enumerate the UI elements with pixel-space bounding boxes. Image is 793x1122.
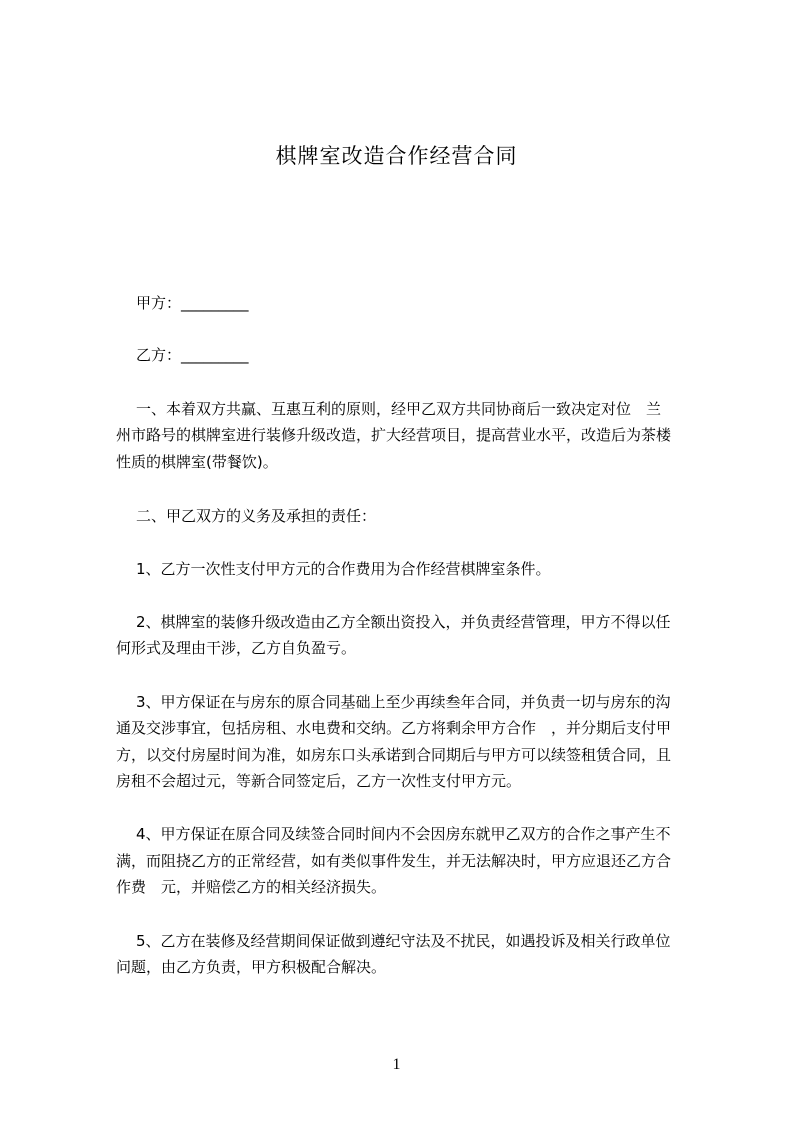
paragraph-line: 1、乙方一次性支付甲方元的合作费用为合作经营棋牌室条件。 <box>136 560 551 578</box>
paragraph-line: 通及交涉事宜，包括房租、水电费和交纳。乙方将剩余甲方合作 ，并分期后支付甲 <box>116 719 672 737</box>
section-2-heading: 二、甲乙双方的义务及承担的责任： <box>136 507 377 525</box>
paragraph-line: 问题，由乙方负责，甲方积极配合解决。 <box>116 958 387 976</box>
paragraph-line: 3、甲方保证在与房东的原合同基础上至少再续叁年合同，并负责一切与房东的沟 <box>136 693 671 711</box>
paragraph-line: 性质的棋牌室(带餐饮)。 <box>116 453 278 471</box>
paragraph-line: 方，以交付房屋时间为准，如房东口头承诺到合同期后与甲方可以续签租赁合同，且 <box>116 746 672 764</box>
party-b-line: 乙方：_________ <box>136 346 249 364</box>
paragraph-line: 何形式及理由干涉，乙方自负盈亏。 <box>116 639 357 657</box>
paragraph-line: 4、甲方保证在原合同及续签合同时间内不会因房东就甲乙双方的合作之事产生不 <box>136 825 671 843</box>
paragraph-line: 一、本着双方共赢、互惠互利的原则，经甲乙双方共同协商后一致决定对位 兰 <box>136 400 662 418</box>
paragraph-line: 作费 元，并赔偿乙方的相关经济损失。 <box>116 878 387 896</box>
paragraph-line: 满，而阻挠乙方的正常经营，如有类似事件发生，并无法解决时，甲方应退还乙方合 <box>116 852 672 870</box>
paragraph-line: 州市路号的棋牌室进行装修升级改造，扩大经营项目，提高营业水平，改造后为茶楼 <box>116 426 672 444</box>
page-number: 1 <box>392 1056 401 1073</box>
paragraph-line: 房租不会超过元，等新合同签定后，乙方一次性支付甲方元。 <box>116 772 522 790</box>
paragraph-line: 2、棋牌室的装修升级改造由乙方全额出资投入，并负责经营管理，甲方不得以任 <box>136 613 671 631</box>
party-a-line: 甲方：_________ <box>136 294 249 312</box>
paragraph-line: 5、乙方在装修及经营期间保证做到遵纪守法及不扰民，如遇投诉及相关行政单位 <box>136 932 671 950</box>
document-title: 棋牌室改造合作经营合同 <box>275 144 518 168</box>
